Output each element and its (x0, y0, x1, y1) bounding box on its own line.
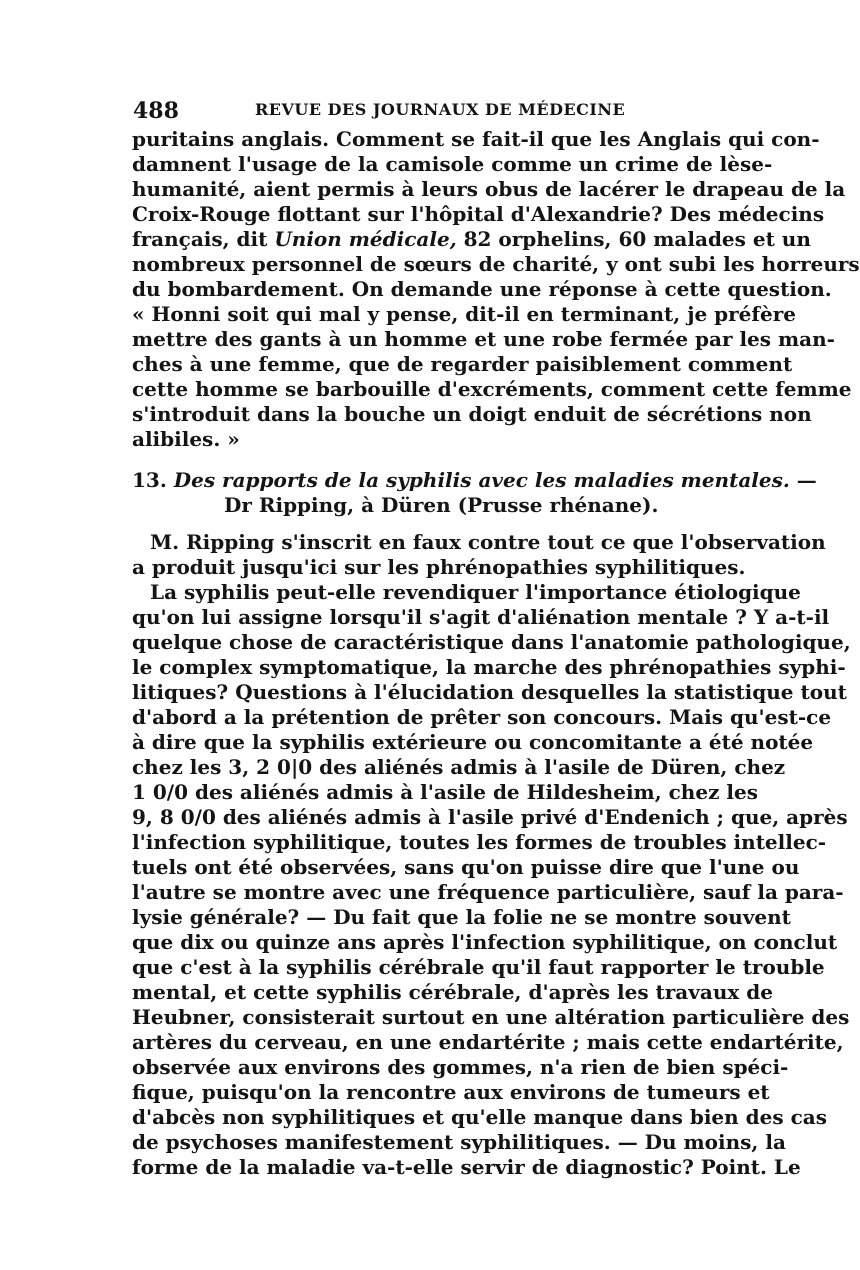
text-line: La syphilis peut-elle revendiquer l'importance étiologique (150, 580, 801, 604)
text-line: 1 0/0 des aliénés admis à l'asile de Hildesheim, chez les (132, 780, 758, 804)
text-line (132, 227, 811, 252)
text-line: a produit jusqu'ici sur les phrénopathies syphilitiques. (132, 555, 746, 579)
text-run: 82 orphelins, 60 malades et un (456, 227, 811, 251)
text-line: que dix ou quinze ans après l'infection syphilitique, on conclut (132, 930, 838, 954)
text-line: l'infection syphilitique, toutes les formes de troubles intellec- (132, 830, 827, 854)
paragraph-1 (132, 127, 860, 452)
text-line: alibiles. » (132, 427, 240, 451)
text-line: quelque chose de caractéristique dans l'anatomie pathologique, (132, 630, 851, 654)
body-text (132, 127, 860, 1180)
text-line: observée aux environs des gommes, n'a rien de bien spéci- (132, 1055, 789, 1079)
paragraph-3 (132, 580, 851, 1180)
text-line: forme de la maladie va-t-elle servir de diagnostic? Point. Le (132, 1155, 801, 1179)
text-line: du bombardement. On demande une réponse à cette question. (132, 277, 832, 301)
text-line: à dire que la syphilis extérieure ou concomitante a été notée (132, 730, 814, 754)
section-author: Dr Ripping, à Düren (Prusse rhénane). (224, 493, 659, 517)
text-line: « Honni soit qui mal y pense, dit-il en terminant, je préfère (132, 302, 796, 326)
text-line: que c'est à la syphilis cérébrale qu'il faut rapporter le trouble (132, 955, 825, 979)
text-line: s'introduit dans la bouche un doigt enduit de sécrétions non (132, 402, 812, 426)
text-line: damnent l'usage de la camisole comme un crime de lèse- (132, 152, 773, 176)
text-line: 9, 8 0/0 des aliénés admis à l'asile privé d'Endenich ; que, après (132, 805, 848, 829)
text-line: litiques? Questions à l'élucidation desquelles la statistique tout (132, 680, 847, 704)
running-header (133, 98, 678, 122)
running-title: REVUE DES JOURNAUX DE MÉDECINE (255, 100, 626, 119)
text-line: puritains anglais. Comment se fait-il que les Anglais qui con- (132, 127, 820, 151)
text-line: M. Ripping s'inscrit en faux contre tout ce que l'observation (150, 530, 826, 554)
text-line: tuels ont été observées, sans qu'on puisse dire que l'une ou (132, 855, 800, 879)
page-number: 488 (133, 98, 179, 124)
section-number: 13. (132, 468, 167, 492)
text-line: Croix-Rouge flottant sur l'hôpital d'Alexandrie? Des médecins (132, 202, 825, 226)
paragraph-2 (132, 530, 826, 580)
text-run: français, dit (132, 227, 275, 251)
text-line: d'abcès non syphilitiques et qu'elle manque dans bien des cas (132, 1105, 827, 1129)
text-line: chez les 3, 2 0|0 des aliénés admis à l'asile de Düren, chez (132, 755, 786, 779)
text-line: mettre des gants à un homme et une robe fermée par les man- (132, 327, 835, 351)
text-line: nombreux personnel de sœurs de charité, y ont subi les horreurs (132, 252, 860, 276)
text-line: le complex symptomatique, la marche des phrénopathies syphi- (132, 655, 846, 679)
text-line: de psychoses manifestement syphilitiques. — Du moins, la (132, 1130, 786, 1154)
text-line: ches à une femme, que de regarder paisiblement comment (132, 352, 793, 376)
text-line: d'abord a la prétention de prêter son concours. Mais qu'est-ce (132, 705, 832, 729)
section-dash: — (789, 468, 817, 492)
section-title: Des rapports de la syphilis avec les maladies mentales. (173, 468, 790, 492)
text-line: cette homme se barbouille d'excréments, comment cette femme (132, 377, 852, 401)
section-heading (132, 468, 817, 518)
text-line: mental, et cette syphilis cérébrale, d'après les travaux de (132, 980, 773, 1004)
text-line: artères du cerveau, en une endartérite ; mais cette endartérite, (132, 1030, 844, 1054)
text-line: qu'on lui assigne lorsqu'il s'agit d'aliénation mentale ? Y a-t-il (132, 605, 830, 629)
text-line: Heubner, consisterait surtout en une altération particulière des (132, 1005, 850, 1029)
text-line: fique, puisqu'on la rencontre aux environs de tumeurs et (132, 1080, 770, 1104)
text-line: humanité, aient permis à leurs obus de lacérer le drapeau de la (132, 177, 846, 201)
journal-name: Union médicale, (274, 227, 457, 251)
text-line: lysie générale? — Du fait que la folie ne se montre souvent (132, 905, 791, 929)
section-title-line (132, 468, 817, 493)
text-line: l'autre se montre avec une fréquence particulière, sauf la para- (132, 880, 844, 904)
